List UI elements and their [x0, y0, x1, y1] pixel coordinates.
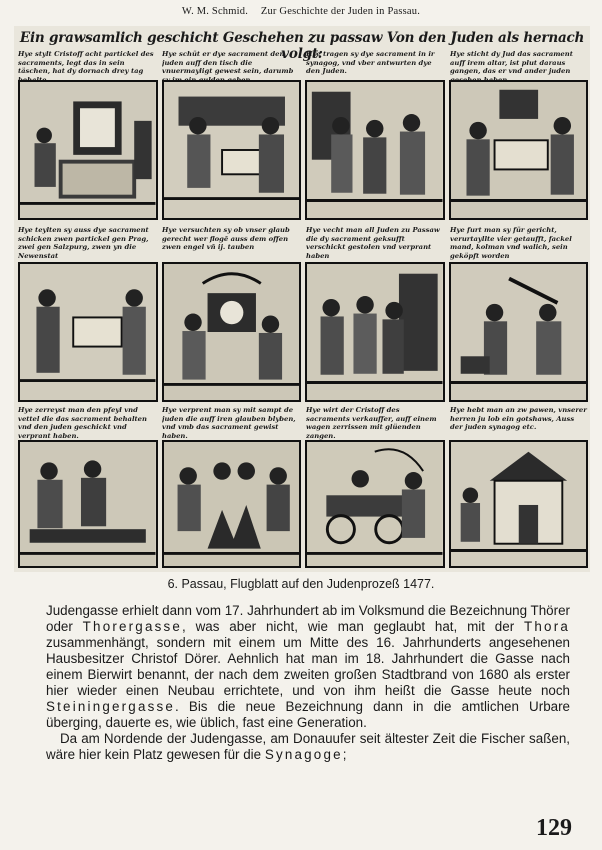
spaced-term: Thorergasse: [82, 619, 183, 634]
spaced-term: Steiningergasse: [46, 699, 176, 714]
panel-altar-theft: [18, 80, 158, 220]
header-title: Zur Geschichte der Juden in Passau.: [260, 6, 421, 17]
panel-row-3: [18, 440, 588, 568]
spaced-term: Thora: [524, 619, 570, 634]
paragraph: Judengasse erhielt dann vom 17. Jahrhundert ab im Volksmund die Bezeichnung Thörer oder Thorergasse, was aber nicht, wie man geglaubt hat, mit der Thora zusammenhängt, sondern mit einem um Mitte des 16. Jahrhunderts angesehenen Hausbesitzer Christof Dörer. Aehnlich hat man im 18. Jahrhundert die Gasse nach einem Bierwirt benannt, der nach dem zweiten großen Stadtbrand von 1680 als erster hier wieder einen Neubau errichtete, und von ihm heißt die Gasse heute noch Steiningergasse. Bis die neue Bezeichnung dann in die amtlichen Urbare überging, dauerte es, wie üblich, fast eine Generation.: [46, 603, 570, 730]
spaced-term: Synagoge: [264, 747, 343, 762]
body-text: [46, 603, 570, 763]
woodcut-caption: Hye tragen sy dye sacrament in ir synagog, vnd vber antwurten dye den Juden.: [306, 50, 435, 76]
panel-sale-at-table: [162, 80, 302, 220]
figure-caption: 6. Passau, Flugblatt auf den Judenprozeß 1477.: [167, 577, 435, 591]
woodcut-caption: Hye hebt man an zw pawen, vnserer herren ju lob ein gotshaws, Auss der juden synagog etc.: [450, 406, 587, 432]
woodcut-caption: Hye versuchten sy ob vnser glaub gerecht wer flogē auss dem offen zwen engel vñ ij. tauben: [162, 226, 290, 252]
woodcut-caption: Hye teylten sy auss dye sacrament schicken zwen partickel gen Prag, zwei gen Salzpurg, zwen yn die Newenstat: [18, 226, 149, 260]
panel-church-building: [449, 440, 589, 568]
panel-trial-execution: [449, 262, 589, 402]
panel-burning: [162, 440, 302, 568]
woodcut-caption: Hye schüt er dye sacrament den juden auff den tisch die vnuermayligt gewest sein, darumb: [162, 50, 294, 76]
woodcut-caption: Hye vecht man all Juden zu Passaw die dy sacrament geksufft verschickt gestolen vnd verprant haben: [306, 226, 440, 260]
panel-row-2: [18, 262, 588, 402]
woodcut-caption: Hye furt man sy für gericht, verurtayllte vier getaufft, fackel mand, kolman vnd walich, sein geköpft worden: [450, 226, 572, 260]
panel-dividing-host: [18, 262, 158, 402]
panel-arrest: [305, 262, 445, 402]
page-number: 129: [536, 815, 572, 841]
header-author: W. M. Schmid.: [181, 6, 249, 17]
woodcut-caption: Hye zerreyst man den pfeyl vnd vettel die das sacrament behalten vnd den juden geschickt vnd verprant haben.: [18, 406, 147, 440]
woodcut-banner: Ein grawsamlich geschicht Geschehen zu passaw Von den Juden als hernach volgt:: [19, 30, 585, 62]
panel-oven-angels: [162, 262, 302, 402]
woodcut-caption: Hye wirt der Cristoff des sacraments verkauffer, auff einem wagen zerrissen mit glüenden zangen.: [306, 406, 437, 440]
panel-procession: [305, 80, 445, 220]
panel-stabbing-host: [449, 80, 589, 220]
woodcut-caption: Hye sticht dy Jud das sacrament auff irem altar, ist plut daraus gangen, das er vnd ander juden: [450, 50, 573, 76]
panel-torture: [18, 440, 158, 568]
paragraph: Da am Nordende der Judengasse, am Donauufer seit ältester Zeit die Fischer saßen, wäre hier kein Platz gewesen für die Synagoge;: [46, 731, 570, 762]
caption-row-middle: [18, 226, 588, 266]
panel-row-1: [18, 80, 588, 220]
woodcut-caption: Hye stylt Cristoff acht partickel des sacraments, legt das in sein täschen, hat dy dornach drey tag: [18, 50, 154, 76]
running-header: [0, 6, 602, 17]
woodcut-caption: Hye verprent man sy mit sampt de juden die auff iren glauben blyben, vnd vmb das sacrament gewist haben.: [162, 406, 296, 440]
panel-cart-pincers: [305, 440, 445, 568]
